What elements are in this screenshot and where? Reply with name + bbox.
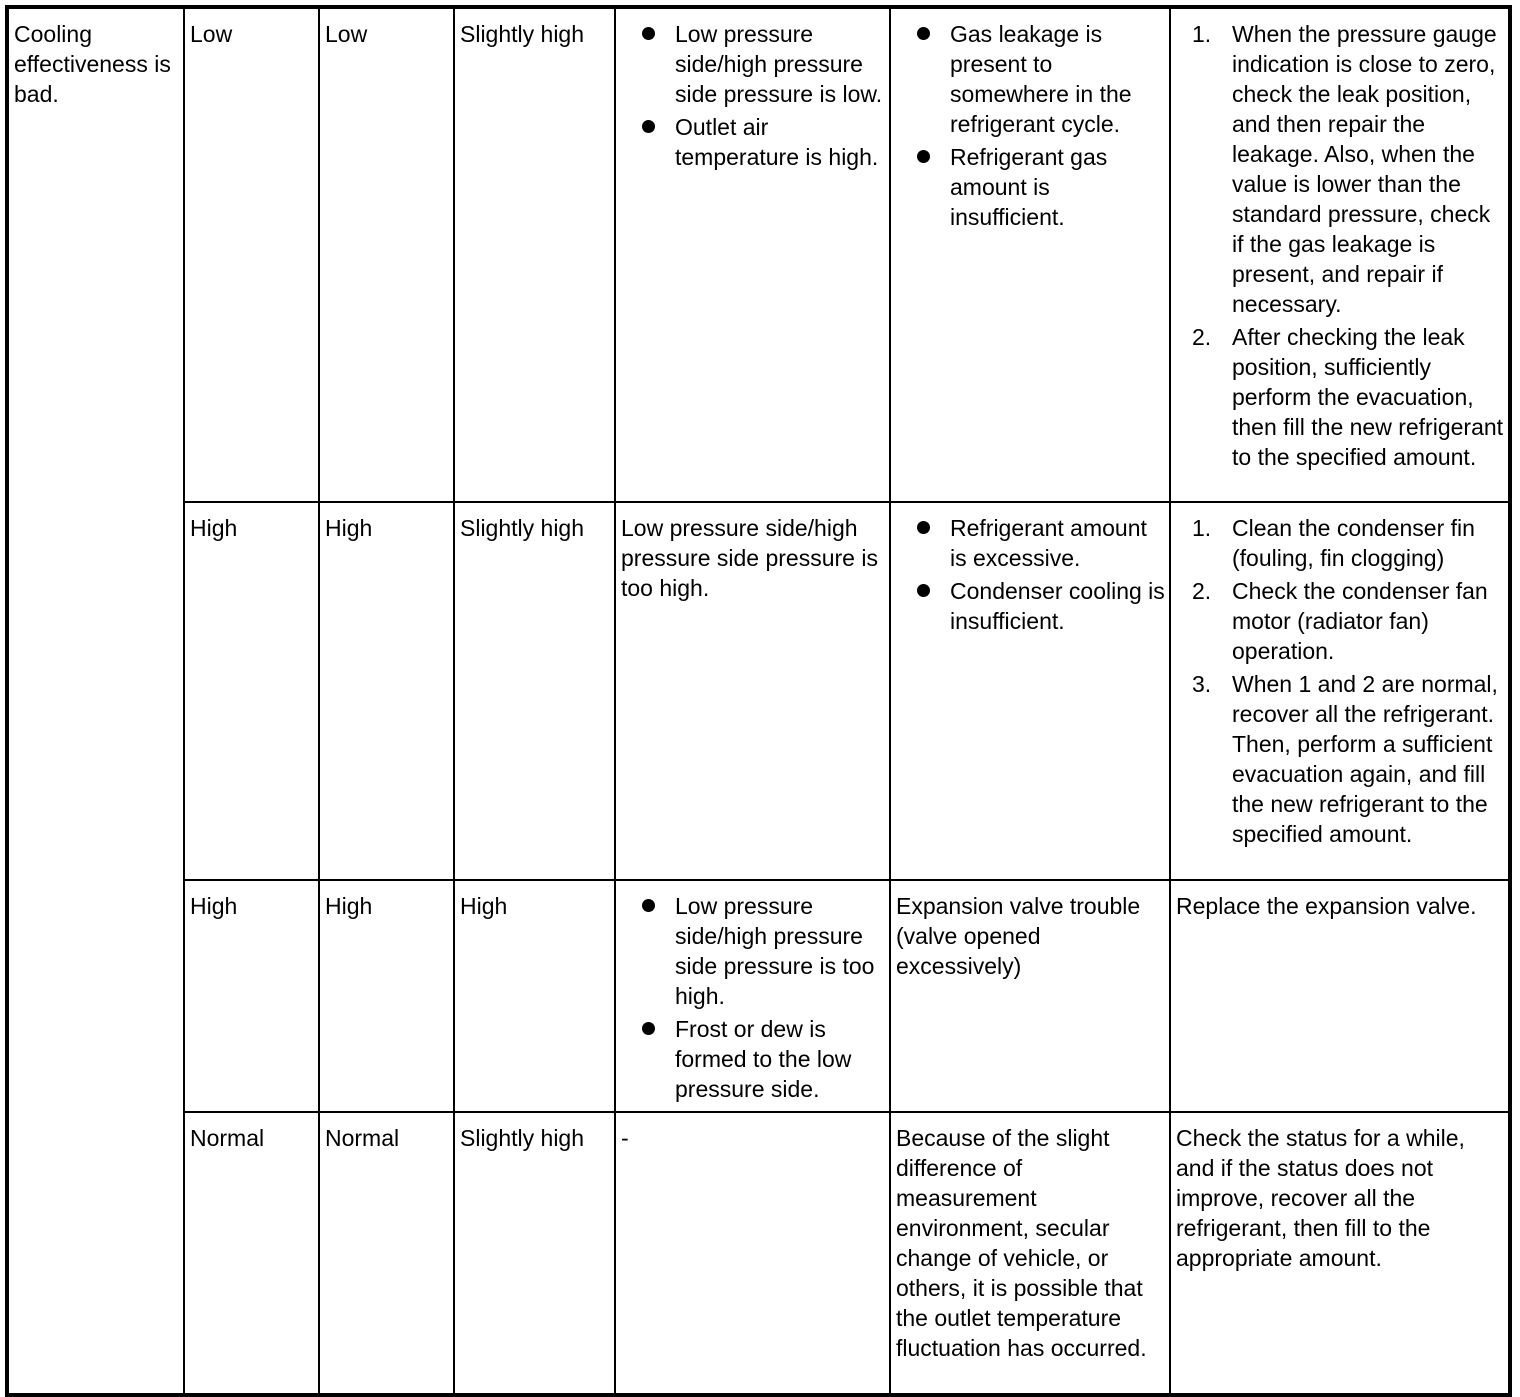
col1-cell: Low [184, 7, 319, 502]
col3-cell: High [454, 880, 615, 1112]
col2-cell: High [319, 880, 454, 1112]
step-text: Check the condenser fan motor (radiator fan) operation. [1232, 578, 1488, 664]
condition-cell [615, 7, 890, 502]
condition-cell [615, 880, 890, 1112]
col2-cell: High [319, 502, 454, 880]
col1-cell: High [184, 502, 319, 880]
step-number: 1. [1192, 21, 1212, 47]
symptom-cell: Cooling effectiveness is bad. [7, 7, 184, 1395]
cause-cell [890, 502, 1170, 880]
list-item [1192, 513, 1504, 573]
col1-cell: Normal [184, 1112, 319, 1395]
table-row [7, 880, 1510, 1112]
list-item [1192, 669, 1504, 849]
action-cell: Replace the expansion valve. [1170, 880, 1510, 1112]
action-cell [1170, 7, 1510, 502]
table-row [7, 7, 1510, 502]
list-item: Low pressure side/high pressure side pressure is low. [642, 19, 885, 109]
step-text: Clean the condenser fin (fouling, fin clogging) [1232, 515, 1475, 571]
col1-cell: High [184, 880, 319, 1112]
list-item: Refrigerant amount is excessive. [917, 513, 1165, 573]
col3-cell: Slightly high [454, 502, 615, 880]
step-text: When the pressure gauge indication is close to zero, check the leak position, and then repair the leakage. Also, when the value is lower than the standard pressure, check if the gas leakage is present, and repair if necessary. [1232, 21, 1497, 317]
list-item [1192, 19, 1504, 319]
list-item: Refrigerant gas amount is insufficient. [917, 142, 1165, 232]
action-cell: Check the status for a while, and if the status does not improve, recover all the refrigerant, then fill to the appropriate amount. [1170, 1112, 1510, 1395]
list-item: Outlet air temperature is high. [642, 112, 885, 172]
step-text: After checking the leak position, sufficiently perform the evacuation, then fill the new refrigerant to the specified amount. [1232, 324, 1504, 470]
list-item [1192, 576, 1504, 666]
step-number: 2. [1192, 578, 1212, 604]
step-text: When 1 and 2 are normal, recover all the refrigerant. Then, perform a sufficient evacuation again, and fill the new refrigerant to the specified amount. [1232, 671, 1498, 847]
table-row [7, 1112, 1510, 1395]
list-item: Low pressure side/high pressure side pressure is too high. [642, 891, 885, 1011]
col3-cell: Slightly high [454, 1112, 615, 1395]
col2-cell: Normal [319, 1112, 454, 1395]
condition-cell: Low pressure side/high pressure side pressure is too high. [615, 502, 890, 880]
action-cell [1170, 502, 1510, 880]
step-number: 2. [1192, 324, 1212, 350]
col3-cell: Slightly high [454, 7, 615, 502]
col2-cell: Low [319, 7, 454, 502]
cause-cell [890, 7, 1170, 502]
list-item: Gas leakage is present to somewhere in the refrigerant cycle. [917, 19, 1165, 139]
table-row [7, 502, 1510, 880]
step-number: 1. [1192, 515, 1212, 541]
cause-cell: Expansion valve trouble (valve opened excessively) [890, 880, 1170, 1112]
step-number: 3. [1192, 671, 1212, 697]
list-item [1192, 322, 1504, 472]
list-item: Condenser cooling is insufficient. [917, 576, 1165, 636]
list-item: Frost or dew is formed to the low pressure side. [642, 1014, 885, 1104]
condition-cell: - [615, 1112, 890, 1395]
troubleshooting-table [5, 5, 1512, 1397]
cause-cell: Because of the slight difference of measurement environment, secular change of vehicle, or others, it is possible that the outlet temperature fluctuation has occurred. [890, 1112, 1170, 1395]
